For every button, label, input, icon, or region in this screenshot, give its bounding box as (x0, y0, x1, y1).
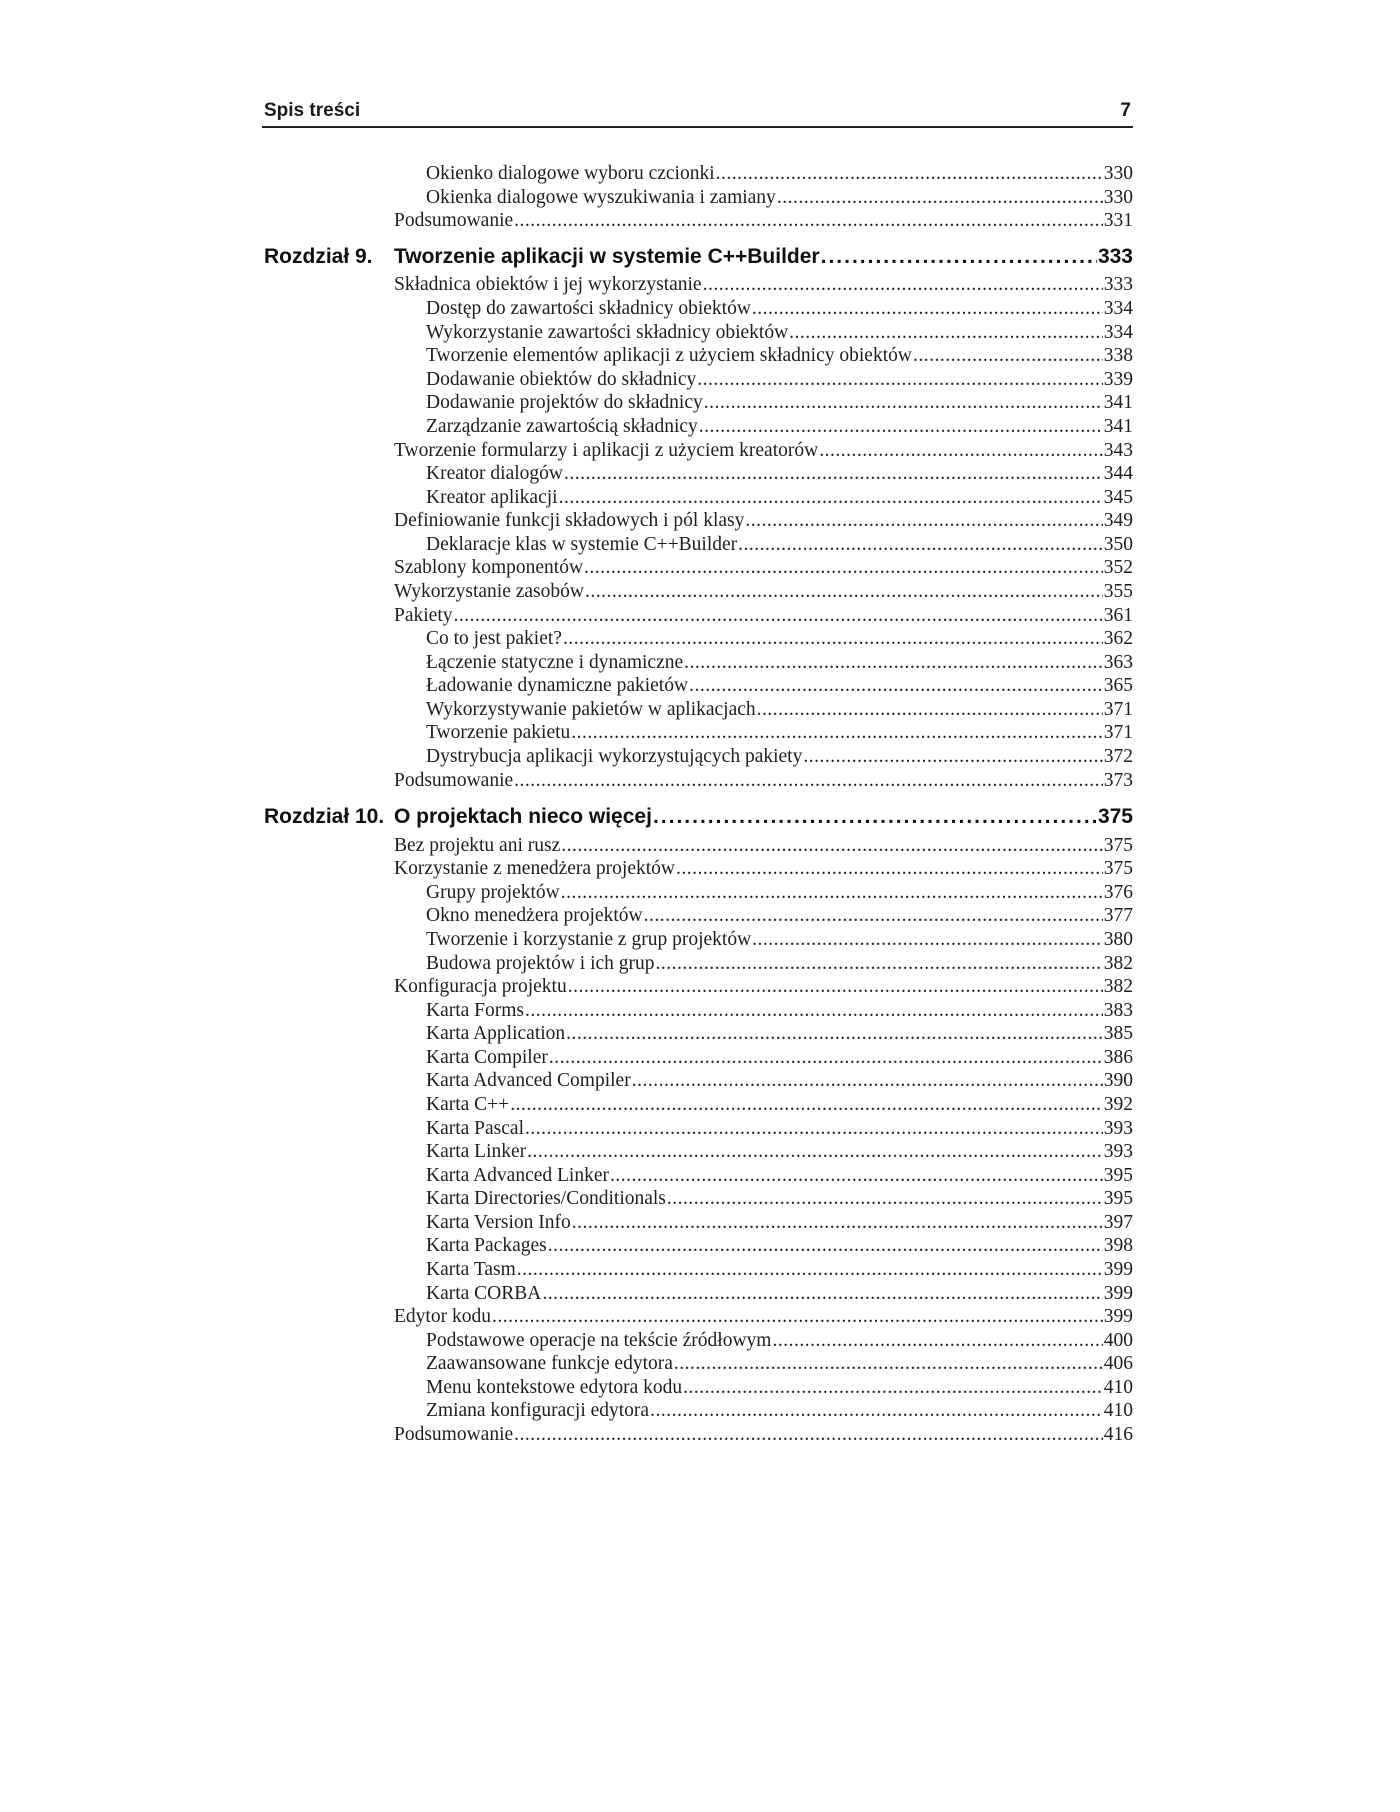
leader-dots (674, 1353, 1103, 1375)
toc-entry-page: 399 (1103, 1259, 1133, 1280)
toc-entry-title: Kreator aplikacji (426, 487, 558, 508)
toc-entry-page: 361 (1103, 605, 1133, 626)
toc-entry (262, 187, 1133, 211)
leader-dots (738, 534, 1103, 556)
toc-entry-title: Podstawowe operacje na tekście źródłowym (426, 1330, 772, 1351)
toc-entry-title: Menu kontekstowe edytora kodu (426, 1377, 683, 1398)
toc-entry-title: Dostęp do zawartości składnicy obiektów (426, 298, 751, 319)
toc-entry-title: Karta Application (426, 1023, 566, 1044)
toc-entry (262, 440, 1133, 464)
toc-entry (262, 1141, 1133, 1165)
toc-entry-page: 339 (1103, 369, 1133, 390)
toc-entry (262, 905, 1133, 929)
toc-entry-title: Składnica obiektów i jej wykorzystanie (394, 274, 702, 295)
toc-entry-page: 330 (1103, 187, 1133, 208)
toc-entry-page: 330 (1103, 163, 1133, 184)
toc-entry-page: 386 (1103, 1047, 1133, 1068)
toc-entry (262, 628, 1133, 652)
toc-entry-title: Dodawanie obiektów do składnicy (426, 369, 697, 390)
toc-entry (262, 369, 1133, 393)
toc-entry (262, 1259, 1133, 1283)
toc-entry-title: Tworzenie formularzy i aplikacji z użyciem kreatorów (394, 440, 819, 461)
toc-entry-title: Łączenie statyczne i dynamiczne (426, 652, 684, 673)
toc-entry-page: 349 (1103, 510, 1133, 531)
toc-entry-page: 331 (1103, 210, 1133, 231)
leader-dots (704, 392, 1103, 414)
toc-entry (262, 605, 1133, 629)
toc-entry-title: Bez projektu ani rusz (394, 835, 561, 856)
toc-entry-title: Definiowanie funkcji składowych i pól klasy (394, 510, 745, 531)
leader-dots (566, 1023, 1103, 1045)
toc-entry-page: 393 (1103, 1118, 1133, 1139)
toc-entry-title: Podsumowanie (394, 1424, 514, 1445)
toc-entry (262, 1235, 1133, 1259)
toc-entry-page: 397 (1103, 1212, 1133, 1233)
leader-dots (803, 746, 1102, 768)
toc-entry-page: 373 (1103, 770, 1133, 791)
toc-entry-title: Karta Forms (426, 1000, 525, 1021)
chapter-page: 375 (1097, 805, 1133, 828)
toc-entry (262, 770, 1133, 794)
leader-dots (571, 722, 1102, 744)
toc-entry-title: Ładowanie dynamiczne pakietów (426, 675, 689, 696)
leader-dots (561, 835, 1103, 857)
toc-entry-title: Okno menedżera projektów (426, 905, 643, 926)
leader-dots (821, 245, 1097, 269)
toc-entry (262, 163, 1133, 187)
toc-entry-page: 385 (1103, 1023, 1133, 1044)
toc-entry (262, 274, 1133, 298)
toc-entry-page: 375 (1103, 835, 1133, 856)
leader-dots (667, 1188, 1103, 1210)
toc-entry-page: 343 (1103, 440, 1133, 461)
toc-entry-page: 350 (1103, 534, 1133, 555)
toc-entry-title: Wykorzystanie zawartości składnicy obiektów (426, 322, 789, 343)
toc-entry (262, 675, 1133, 699)
toc-entry (262, 557, 1133, 581)
toc-entry (262, 858, 1133, 882)
toc-entry-page: 406 (1103, 1353, 1133, 1374)
toc-entry (262, 976, 1133, 1000)
leader-dots (789, 322, 1103, 344)
toc-entry (262, 1165, 1133, 1189)
leader-dots (564, 463, 1103, 485)
leader-dots (699, 416, 1103, 438)
leader-dots (777, 187, 1103, 209)
leader-dots (676, 858, 1103, 880)
leader-dots (492, 1306, 1103, 1328)
toc-entry-page: 395 (1103, 1165, 1133, 1186)
toc-entry-page: 372 (1103, 746, 1133, 767)
chapter-title: Tworzenie aplikacji w systemie C++Builder (394, 245, 820, 268)
toc-entry-title: Grupy projektów (426, 882, 560, 903)
toc-entry (262, 1377, 1133, 1401)
toc-entry-title: Tworzenie elementów aplikacji z użyciem składnicy obiektów (426, 345, 912, 366)
toc-entry-page: 398 (1103, 1235, 1133, 1256)
toc-entry (262, 835, 1133, 859)
leader-dots (510, 1094, 1103, 1116)
toc-entry-title: Podsumowanie (394, 210, 514, 231)
toc-entry-page: 365 (1103, 675, 1133, 696)
leader-dots (549, 1047, 1103, 1069)
toc-entry-page: 400 (1103, 1330, 1133, 1351)
leader-dots (697, 369, 1103, 391)
toc-entry-page: 376 (1103, 882, 1133, 903)
toc-entry-title: Pakiety (394, 605, 453, 626)
toc-entry (262, 722, 1133, 746)
toc-entry-title: Podsumowanie (394, 770, 514, 791)
toc-entry-title: Co to jest pakiet? (426, 628, 562, 649)
leader-dots (525, 1118, 1103, 1140)
chapter-label: Rozdział 9. (264, 245, 373, 268)
toc-entry (262, 953, 1133, 977)
leader-dots (644, 905, 1103, 927)
toc-entry-page: 399 (1103, 1306, 1133, 1327)
toc-entry-title: Wykorzystanie zasobów (394, 581, 584, 602)
toc-entry (262, 463, 1133, 487)
toc-entry-title: Kreator dialogów (426, 463, 563, 484)
toc-entry (262, 1094, 1133, 1118)
toc-entry-page: 380 (1103, 929, 1133, 950)
leader-dots (752, 298, 1103, 320)
toc-entry-page: 395 (1103, 1188, 1133, 1209)
toc-entry-title: Karta Tasm (426, 1259, 516, 1280)
toc-entry-page: 352 (1103, 557, 1133, 578)
toc-entry (262, 1047, 1133, 1071)
leader-dots (656, 953, 1103, 975)
leader-dots (716, 163, 1103, 185)
chapter-title: O projektach nieco więcej (394, 805, 652, 828)
leader-dots (653, 805, 1097, 829)
toc-entry-title: Konfiguracja projektu (394, 976, 567, 997)
leader-dots (650, 1400, 1103, 1422)
toc-entry (262, 882, 1133, 906)
toc-entry-page: 355 (1103, 581, 1133, 602)
leader-dots (514, 210, 1103, 232)
leader-dots (514, 1424, 1103, 1446)
page-number: 7 (1120, 100, 1131, 121)
toc-entry-title: Karta Linker (426, 1141, 527, 1162)
toc-entry-title: Karta Directories/Conditionals (426, 1188, 666, 1209)
leader-dots (632, 1070, 1103, 1092)
toc-entry (262, 1188, 1133, 1212)
leader-dots (684, 652, 1103, 674)
toc-entry-title: Karta Pascal (426, 1118, 524, 1139)
leader-dots (913, 345, 1103, 367)
chapter-label: Rozdział 10. (264, 805, 385, 828)
toc-entry (262, 210, 1133, 234)
leader-dots (548, 1235, 1103, 1257)
toc-entry-title: Zaawansowane funkcje edytora (426, 1353, 673, 1374)
toc-entry-page: 344 (1103, 463, 1133, 484)
toc-entry (262, 1023, 1133, 1047)
toc-entry (262, 487, 1133, 511)
toc-entry-title: Tworzenie pakietu (426, 722, 571, 743)
leader-dots (819, 440, 1103, 462)
leader-dots (559, 487, 1103, 509)
leader-dots (514, 770, 1103, 792)
leader-dots (584, 557, 1103, 579)
leader-dots (752, 929, 1103, 951)
toc-entry (262, 345, 1133, 369)
toc-entry-page: 371 (1103, 722, 1133, 743)
toc-entry-page: 399 (1103, 1283, 1133, 1304)
toc-entry (262, 1118, 1133, 1142)
toc-entry-page: 345 (1103, 487, 1133, 508)
toc-entry (262, 699, 1133, 723)
toc-entry-page: 371 (1103, 699, 1133, 720)
toc-entry-page: 390 (1103, 1070, 1133, 1091)
toc-entry-page: 410 (1103, 1400, 1133, 1421)
leader-dots (454, 605, 1103, 627)
toc-entry-title: Karta CORBA (426, 1283, 542, 1304)
toc-entry (262, 322, 1133, 346)
chapter-heading (262, 245, 1133, 275)
leader-dots (527, 1141, 1103, 1163)
toc-entry-page: 375 (1103, 858, 1133, 879)
toc-entry-page: 377 (1103, 905, 1133, 926)
chapter-heading (262, 805, 1133, 835)
toc-entry-page: 341 (1103, 392, 1133, 413)
leader-dots (703, 274, 1103, 296)
toc-entry-page: 334 (1103, 298, 1133, 319)
toc-entry-title: Okienko dialogowe wyboru czcionki (426, 163, 715, 184)
toc-entry-title: Edytor kodu (394, 1306, 491, 1327)
toc-entry (262, 298, 1133, 322)
toc-entry (262, 746, 1133, 770)
toc-entry (262, 1283, 1133, 1307)
toc-entry-title: Zmiana konfiguracji edytora (426, 1400, 650, 1421)
toc-entry-page: 416 (1103, 1424, 1133, 1445)
toc-entry (262, 1306, 1133, 1330)
leader-dots (568, 976, 1103, 998)
toc-entry-title: Szablony komponentów (394, 557, 584, 578)
toc-entry (262, 1353, 1133, 1377)
leader-dots (563, 628, 1103, 650)
toc-entry-title: Dodawanie projektów do składnicy (426, 392, 703, 413)
toc-entry (262, 1070, 1133, 1094)
leader-dots (683, 1377, 1103, 1399)
toc-entry-page: 334 (1103, 322, 1133, 343)
toc-entry-page: 341 (1103, 416, 1133, 437)
toc-entry (262, 510, 1133, 534)
toc-entry (262, 1400, 1133, 1424)
leader-dots (689, 675, 1103, 697)
leader-dots (542, 1283, 1102, 1305)
toc-entry-page: 392 (1103, 1094, 1133, 1115)
leader-dots (745, 510, 1102, 532)
toc-entry (262, 652, 1133, 676)
toc-entry (262, 1000, 1133, 1024)
toc-entry-title: Karta C++ (426, 1094, 510, 1115)
toc-entry-title: Wykorzystywanie pakietów w aplikacjach (426, 699, 756, 720)
toc-entry-title: Karta Advanced Compiler (426, 1070, 631, 1091)
toc-entry-page: 382 (1103, 953, 1133, 974)
chapter-page: 333 (1097, 245, 1133, 268)
leader-dots (772, 1330, 1102, 1352)
leader-dots (525, 1000, 1103, 1022)
toc-entry (262, 581, 1133, 605)
toc-entry-title: Karta Advanced Linker (426, 1165, 610, 1186)
leader-dots (572, 1212, 1103, 1234)
toc-entry (262, 929, 1133, 953)
toc-entry-title: Karta Version Info (426, 1212, 571, 1233)
toc-entry-title: Zarządzanie zawartością składnicy (426, 416, 698, 437)
toc-entry-page: 362 (1103, 628, 1133, 649)
toc-entry-title: Karta Compiler (426, 1047, 548, 1068)
toc-entry-title: Deklaracje klas w systemie C++Builder (426, 534, 738, 555)
toc-entry-page: 363 (1103, 652, 1133, 673)
toc-entry-title: Budowa projektów i ich grup (426, 953, 655, 974)
leader-dots (757, 699, 1103, 721)
toc-entry (262, 392, 1133, 416)
toc-entry (262, 1424, 1133, 1448)
toc-entry-title: Okienka dialogowe wyszukiwania i zamiany (426, 187, 776, 208)
toc-entry (262, 1212, 1133, 1236)
leader-dots (585, 581, 1103, 603)
toc-entry-page: 410 (1103, 1377, 1133, 1398)
toc-entry-title: Karta Packages (426, 1235, 547, 1256)
header-title: Spis treści (264, 100, 361, 121)
toc-entry-page: 383 (1103, 1000, 1133, 1021)
toc-entry-page: 393 (1103, 1141, 1133, 1162)
leader-dots (561, 882, 1103, 904)
toc-entry-page: 338 (1103, 345, 1133, 366)
toc-entry-title: Tworzenie i korzystanie z grup projektów (426, 929, 752, 950)
toc-entry (262, 534, 1133, 558)
leader-dots (610, 1165, 1103, 1187)
toc-entry-title: Dystrybucja aplikacji wykorzystujących pakiety (426, 746, 803, 767)
toc-entry-page: 333 (1103, 274, 1133, 295)
toc-entry (262, 416, 1133, 440)
toc-entry-page: 382 (1103, 976, 1133, 997)
leader-dots (517, 1259, 1103, 1281)
running-header (262, 96, 1133, 128)
toc-entry-title: Korzystanie z menedżera projektów (394, 858, 675, 879)
toc-entry (262, 1330, 1133, 1354)
